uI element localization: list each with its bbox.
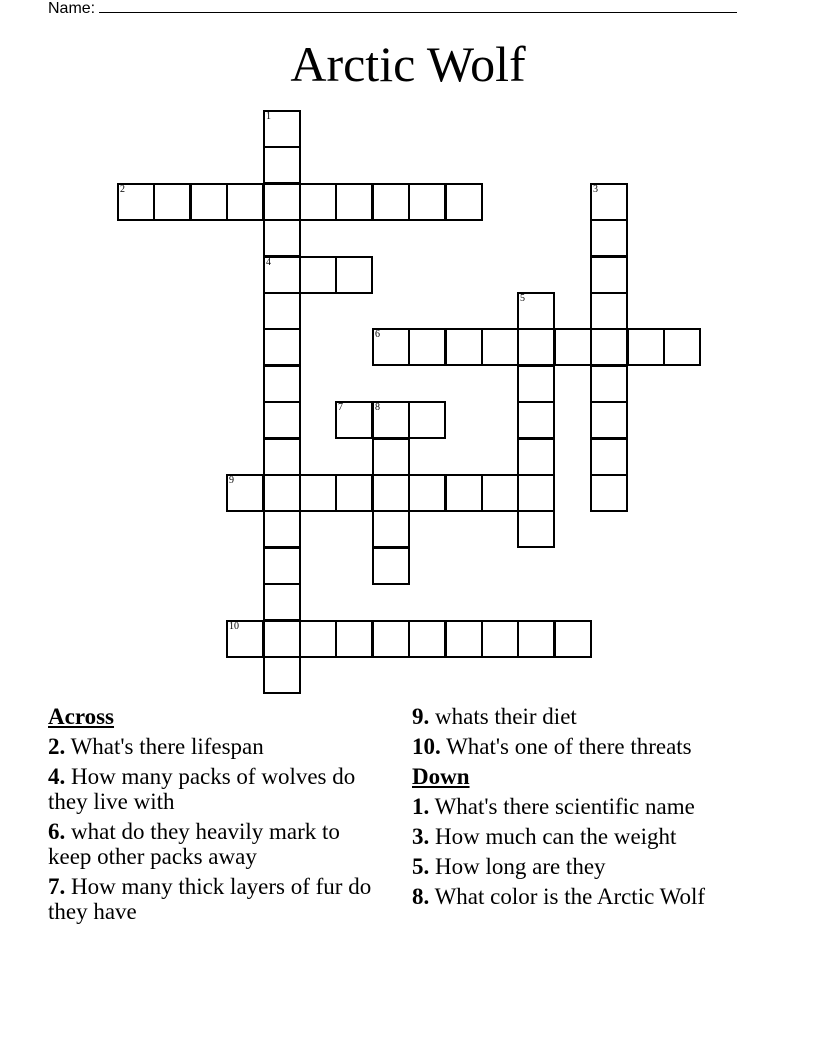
crossword-cell[interactable]: [590, 328, 628, 366]
crossword-cell[interactable]: [590, 365, 628, 403]
cell-number: 6: [375, 329, 380, 340]
crossword-cell[interactable]: [408, 328, 446, 366]
cell-number: 5: [520, 293, 525, 304]
crossword-cell[interactable]: [263, 474, 301, 512]
name-blank[interactable]: [99, 0, 737, 13]
crossword-cell[interactable]: [517, 292, 555, 330]
crossword-cell[interactable]: [335, 256, 373, 294]
clue-down-8: [412, 884, 772, 909]
clue-text: whats their diet: [435, 704, 577, 729]
crossword-cell[interactable]: [590, 256, 628, 294]
crossword-cell[interactable]: [372, 620, 410, 658]
cell-number: 4: [266, 257, 271, 268]
crossword-cell[interactable]: [517, 328, 555, 366]
crossword-cell[interactable]: [226, 474, 264, 512]
crossword-cell[interactable]: [299, 183, 337, 221]
crossword-cell[interactable]: [590, 438, 628, 476]
crossword-cell[interactable]: [263, 656, 301, 694]
clue-number: 10.: [412, 734, 441, 759]
crossword-cell[interactable]: [263, 583, 301, 621]
crossword-cell[interactable]: [335, 474, 373, 512]
crossword-cell[interactable]: [372, 474, 410, 512]
clue-text: How many packs of wolves do they live with: [48, 764, 356, 814]
crossword-cell[interactable]: [190, 183, 228, 221]
crossword-cell[interactable]: [263, 219, 301, 257]
clue-across-9: [412, 704, 772, 729]
clue-across-2: [48, 734, 378, 759]
crossword-cell[interactable]: [372, 510, 410, 548]
crossword-cell[interactable]: [445, 474, 483, 512]
crossword-cell[interactable]: [590, 474, 628, 512]
crossword-cell[interactable]: [372, 401, 410, 439]
crossword-cell[interactable]: [335, 620, 373, 658]
clue-text: How much can the weight: [435, 824, 677, 849]
clue-number: 3.: [412, 824, 430, 849]
clue-across-7: [48, 874, 378, 924]
crossword-cell[interactable]: [263, 292, 301, 330]
down-heading: Down: [412, 764, 470, 789]
crossword-cell[interactable]: [372, 438, 410, 476]
crossword-cell[interactable]: [226, 183, 264, 221]
crossword-cell[interactable]: [372, 328, 410, 366]
name-label: Name:: [48, 0, 96, 17]
crossword-cell[interactable]: [263, 401, 301, 439]
clue-number: 9.: [412, 704, 430, 729]
crossword-cell[interactable]: [408, 474, 446, 512]
cell-number: 3: [593, 184, 598, 195]
crossword-cell[interactable]: [263, 547, 301, 585]
crossword-cell[interactable]: [263, 328, 301, 366]
clue-text: How many thick layers of fur do they have: [48, 874, 372, 924]
name-line: [48, 0, 737, 19]
clue-text: what do they heavily mark to keep other packs away: [48, 819, 340, 869]
page-title: Arctic Wolf: [290, 36, 526, 92]
across-heading: Across: [48, 704, 115, 729]
crossword-cell[interactable]: [263, 256, 301, 294]
cell-number: 1: [266, 111, 271, 122]
crossword-cell[interactable]: [117, 183, 155, 221]
crossword-cell[interactable]: [663, 328, 701, 366]
crossword-cell[interactable]: [263, 183, 301, 221]
crossword-cell[interactable]: [481, 620, 519, 658]
crossword-cell[interactable]: [445, 183, 483, 221]
crossword-cell[interactable]: [590, 292, 628, 330]
clues-right-column: [412, 704, 772, 914]
crossword-cell[interactable]: [263, 510, 301, 548]
crossword-cell[interactable]: [263, 146, 301, 184]
clue-across-4: [48, 764, 378, 814]
clue-number: 2.: [48, 734, 66, 759]
cell-number: 9: [229, 475, 234, 486]
clues-left-column: [48, 704, 378, 929]
clue-number: 4.: [48, 764, 66, 789]
cell-number: 2: [120, 184, 125, 195]
crossword-cell[interactable]: [517, 365, 555, 403]
crossword-cell[interactable]: [517, 620, 555, 658]
clue-number: 7.: [48, 874, 66, 899]
crossword-cell[interactable]: [408, 620, 446, 658]
crossword-cell[interactable]: [481, 328, 519, 366]
crossword-cell[interactable]: [445, 328, 483, 366]
cell-number: 10: [229, 621, 239, 632]
crossword-cell[interactable]: [627, 328, 665, 366]
clue-text: What's there lifespan: [70, 734, 264, 759]
crossword-cell[interactable]: [372, 183, 410, 221]
clue-down-5: [412, 854, 772, 879]
cell-number: 7: [338, 402, 343, 413]
clue-down-3: [412, 824, 772, 849]
clue-text: What's one of there threats: [446, 734, 692, 759]
crossword-cell[interactable]: [481, 474, 519, 512]
crossword-cell[interactable]: [445, 620, 483, 658]
crossword-cell[interactable]: [299, 474, 337, 512]
crossword-cell[interactable]: [408, 401, 446, 439]
crossword-cell[interactable]: [263, 110, 301, 148]
crossword-cell[interactable]: [263, 438, 301, 476]
crossword-cell[interactable]: [299, 256, 337, 294]
crossword-cell[interactable]: [408, 183, 446, 221]
crossword-cell[interactable]: [517, 438, 555, 476]
clue-text: How long are they: [435, 854, 606, 879]
clue-number: 5.: [412, 854, 430, 879]
crossword-cell[interactable]: [263, 365, 301, 403]
crossword-cell[interactable]: [517, 474, 555, 512]
crossword-cell[interactable]: [517, 510, 555, 548]
crossword-cell[interactable]: [335, 401, 373, 439]
cell-number: 8: [375, 402, 380, 413]
crossword-cell[interactable]: [517, 401, 555, 439]
crossword-cell[interactable]: [299, 620, 337, 658]
clue-down-1: [412, 794, 772, 819]
crossword-cell[interactable]: [554, 620, 592, 658]
crossword-cell[interactable]: [590, 401, 628, 439]
clue-number: 8.: [412, 884, 430, 909]
clue-number: 6.: [48, 819, 66, 844]
clue-text: What color is the Arctic Wolf: [434, 884, 706, 909]
crossword-cell[interactable]: [153, 183, 191, 221]
clue-across-6: [48, 819, 378, 869]
crossword-cell[interactable]: [335, 183, 373, 221]
clue-across-10: [412, 734, 772, 759]
clue-number: 1.: [412, 794, 430, 819]
crossword-cell[interactable]: [590, 183, 628, 221]
crossword-cell[interactable]: [226, 620, 264, 658]
crossword-cell[interactable]: [372, 547, 410, 585]
crossword-cell[interactable]: [263, 620, 301, 658]
crossword-cell[interactable]: [590, 219, 628, 257]
crossword-cell[interactable]: [554, 328, 592, 366]
clue-text: What's there scientific name: [434, 794, 695, 819]
